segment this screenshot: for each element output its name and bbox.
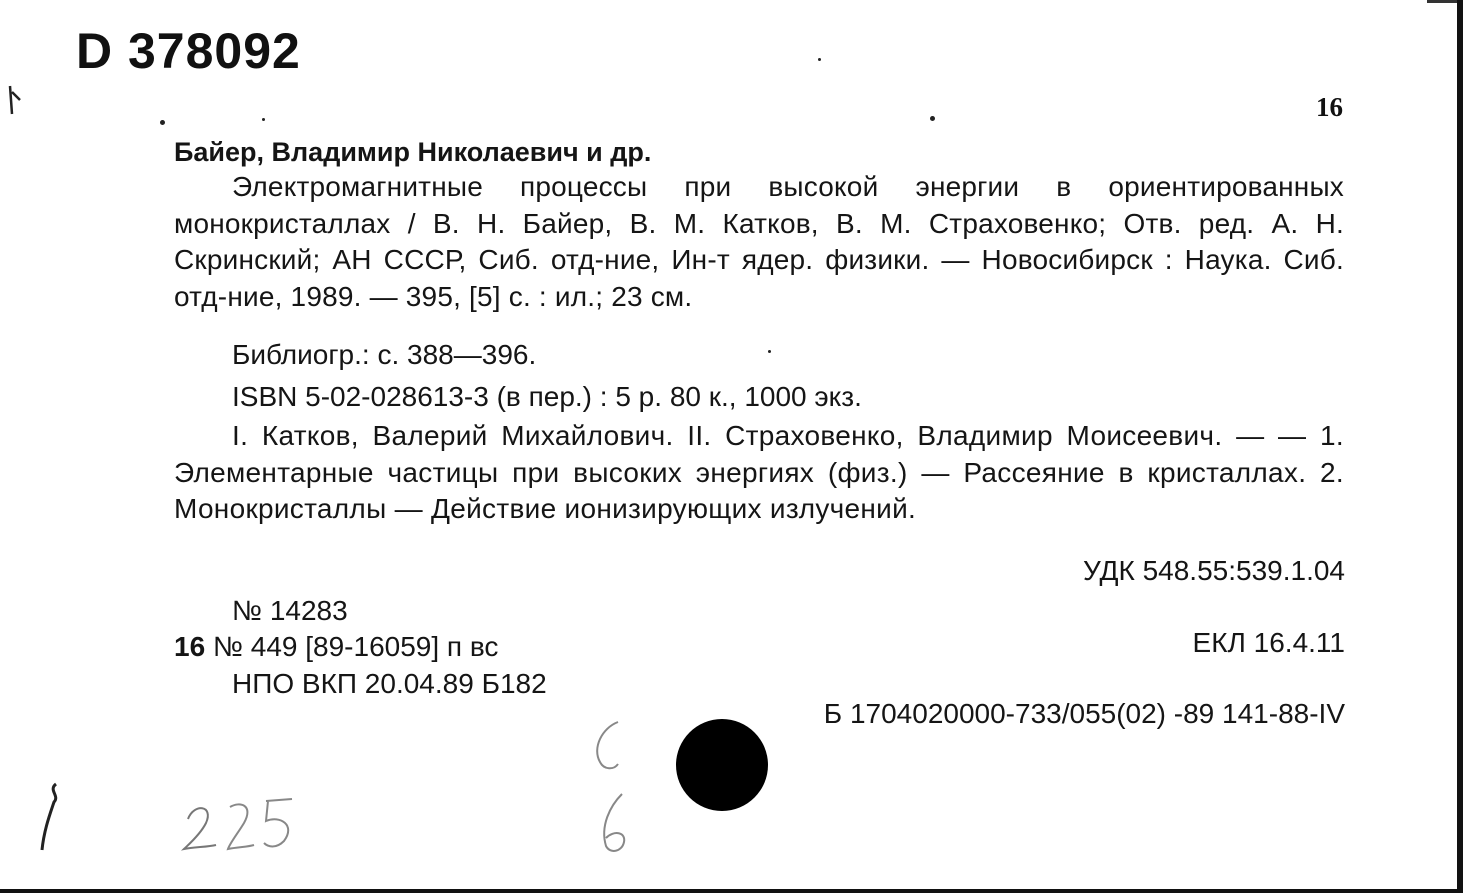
npo-line: НПО ВКП 20.04.89 Б182 (232, 668, 547, 699)
subject-headings: I. Катков, Валерий Михайлович. II. Страховенко, Владимир Моисеевич. — — 1. Элементарные частицы при высоких энергиях (физ.) — Рассеяние в кристаллах. 2. Монокристаллы — Действие ионизирующих излучений. (174, 420, 1344, 524)
author-heading: Байер, Владимир Николаевич и др. (174, 137, 652, 167)
ink-speck (160, 120, 165, 125)
ink-speck (262, 118, 265, 121)
ink-speck (768, 350, 771, 353)
card-edge-right (1457, 0, 1463, 893)
pencil-letter-c (582, 718, 632, 778)
ekl-code: ЕКЛ 16.4.11 (1192, 627, 1345, 658)
publisher-code-line: Б 1704020000-733/055(02) -89 141-88-IV (823, 698, 1345, 729)
pencil-numeral-6 (592, 790, 642, 860)
bibliographic-description: Электромагнитные процессы при высокой энергии в ориентированных монокристаллах / В. Н. Байер, В. М. Катков, В. М. Страховенко; Отв. ред. А. Н. Скринский; АН СССР, Сиб. отд-ние, Ин-т ядер. физики. — Новосибирск : Наука. Сиб. отд-ние, 1989. — 395, [5] с. : ил.; 23 см. (174, 171, 1344, 312)
isbn-line: ISBN 5-02-028613-3 (в пер.) : 5 р. 80 к., 1000 экз. (232, 381, 862, 412)
order-line (174, 631, 498, 663)
udk-code: УДК 548.55:539.1.04 (1083, 555, 1345, 586)
ink-speck (930, 116, 935, 121)
pencil-handwritten-number (180, 795, 310, 855)
punch-hole (676, 719, 768, 811)
order-line-prefix: 16 (174, 631, 206, 662)
card-edge-top (1427, 0, 1457, 3)
catalog-number: D 378092 (76, 23, 301, 79)
card-edge-bottom (0, 889, 1463, 893)
shelf-code: 16 (1316, 92, 1343, 122)
order-line-rest: № 449 [89-16059] п вс (212, 631, 499, 662)
pencil-numeral-mark (30, 780, 70, 855)
order-number: № 14283 (232, 595, 348, 626)
ink-speck (818, 58, 821, 61)
bibliography-note: Библиогр.: с. 388—396. (232, 339, 537, 370)
pencil-tick-mark (6, 84, 26, 124)
